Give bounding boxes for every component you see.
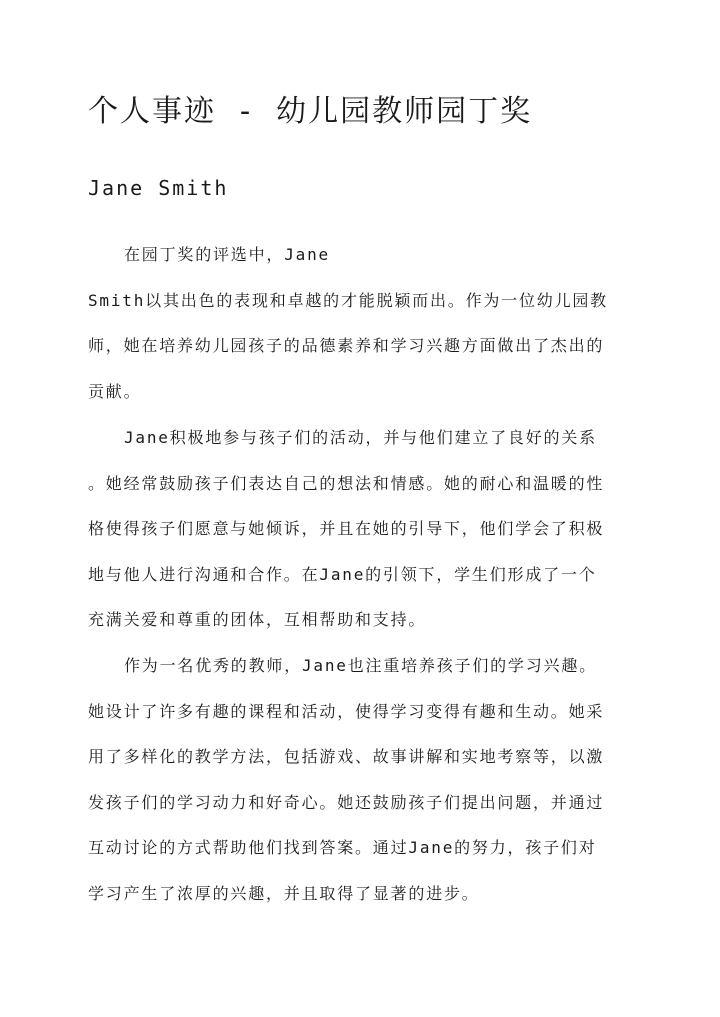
author-name: Jane Smith [88,176,229,200]
paragraph-line: 充满关爱和尊重的团体，互相帮助和支持。 [88,610,427,629]
paragraph-line: Jane积极地参与孩子们的活动，并与他们建立了良好的关系 [124,428,597,447]
paragraph-line: 互动讨论的方式帮助他们找到答案。通过Jane的努力，孩子们对 [88,838,597,857]
paragraph-line: 用了多样化的教学方法，包括游戏、故事讲解和实地考察等，以激 [88,747,605,766]
paragraph-line: 她设计了许多有趣的课程和活动，使得学习变得有趣和生动。她采 [88,701,605,721]
paragraph-line: 学习产生了浓厚的兴趣，并且取得了显著的进步。 [88,883,480,903]
paragraph-line: 在园丁奖的评选中，Jane [124,245,330,264]
paragraph-line: 作为一名优秀的教师，Jane也注重培养孩子们的学习兴趣。 [124,656,597,675]
paragraph-line: Smith以其出色的表现和卓越的才能脱颖而出。作为一位幼儿园教 [88,290,608,310]
paragraph-1 [88,232,633,414]
paragraph-line: 格使得孩子们愿意与她倾诉，并且在她的引导下，他们学会了积极 [88,519,605,538]
paragraph-line: 贡献。 [88,381,142,401]
paragraph-line: 师，她在培养幼儿园孩子的品德素养和学习兴趣方面做出了杰出的 [88,336,605,355]
paragraph-2 [88,415,633,643]
document-title: 个人事迹 - 幼儿园教师园丁奖 [88,94,533,129]
paragraph-line: 。她经常鼓励孩子们表达自己的想法和情感。她的耐心和温暖的性 [88,473,605,493]
paragraph-line: 地与他人进行沟通和合作。在Jane的引领下，学生们形成了一个 [88,564,597,584]
paragraph-3 [88,643,633,916]
paragraph-line: 发孩子们的学习动力和好奇心。她还鼓励孩子们提出问题，并通过 [88,792,605,812]
